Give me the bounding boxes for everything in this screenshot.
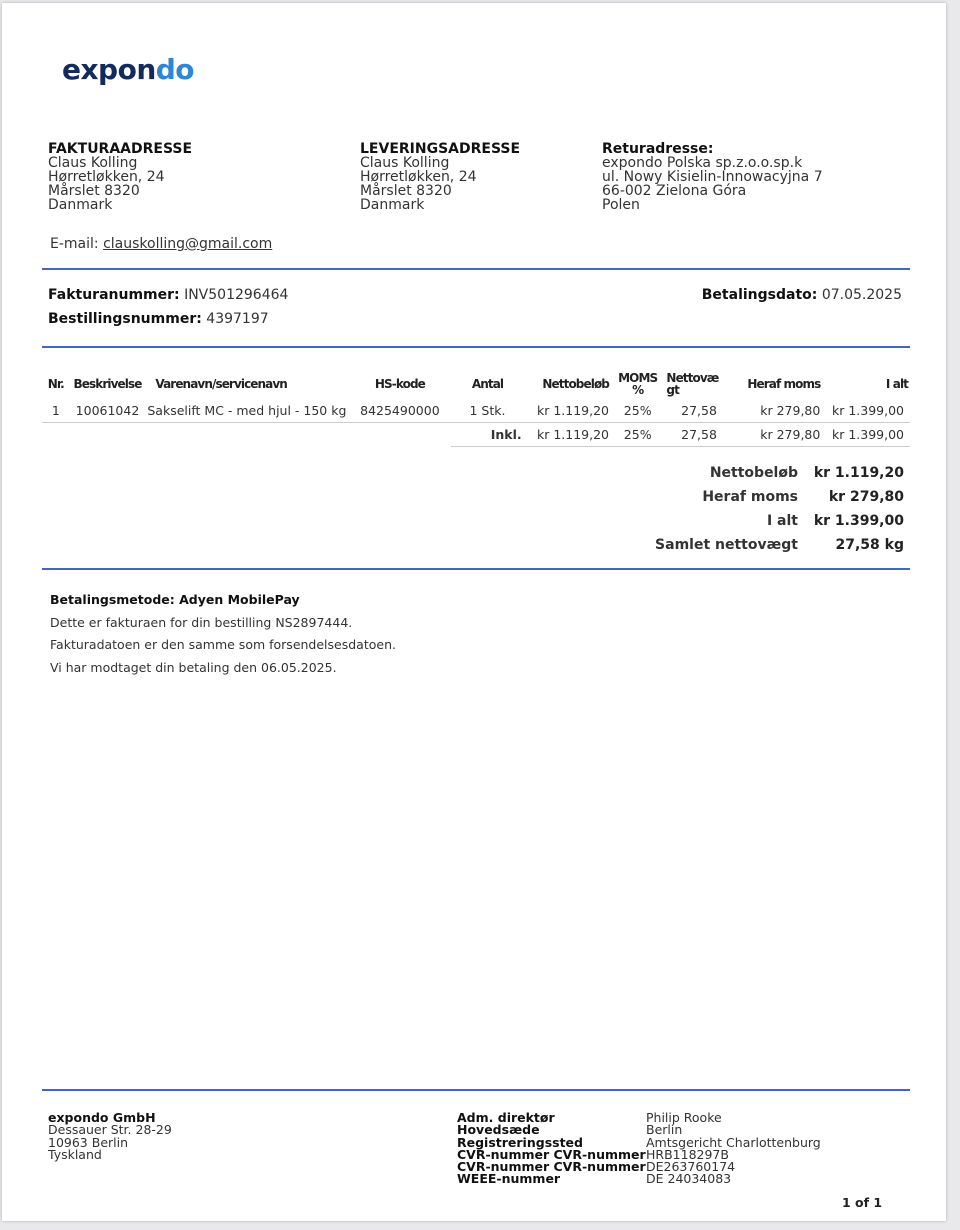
footer-value: DE263760174 bbox=[646, 1159, 736, 1175]
totals-row: Nettobeløb kr 1.119,20 bbox=[709, 465, 904, 481]
order-number: Bestillingsnummer: 4397197 bbox=[48, 311, 269, 327]
line-items-table bbox=[42, 369, 910, 447]
cell-product-name: Sakselift MC - med hjul - 150 kg bbox=[145, 399, 348, 423]
col-header: I alt bbox=[885, 377, 908, 391]
footer-labels bbox=[457, 1112, 646, 1186]
shipping-line: Hørretløkken, 24 bbox=[360, 169, 477, 185]
footer-value: Philip Rooke bbox=[646, 1110, 722, 1125]
info-line: Vi har modtaget din betaling den 06.05.2025. bbox=[50, 659, 337, 675]
email-label: E-mail: bbox=[50, 236, 99, 252]
footer-label: Registreringssted bbox=[457, 1134, 583, 1150]
billing-line: Danmark bbox=[48, 197, 113, 213]
divider bbox=[42, 346, 910, 348]
email-row bbox=[50, 236, 272, 252]
payment-date: Betalingsdato: 07.05.2025 bbox=[701, 287, 902, 303]
footer-value: Berlin bbox=[646, 1122, 683, 1138]
divider bbox=[42, 568, 910, 570]
shipping-address bbox=[360, 142, 520, 212]
col-header: Beskrivelse bbox=[73, 377, 142, 391]
col-header: MOMS % bbox=[618, 371, 658, 397]
shipping-line: Mårslet 8320 bbox=[360, 183, 452, 199]
cell-weight: 27,58 bbox=[664, 399, 733, 423]
billing-address bbox=[48, 142, 192, 212]
footer-value: DE 24034083 bbox=[646, 1171, 732, 1187]
footer-label: CVR-nummer CVR-nummer bbox=[457, 1159, 646, 1175]
inkl-net: kr 1.119,20 bbox=[524, 423, 611, 447]
billing-line: Claus Kolling bbox=[48, 155, 138, 171]
totals-row: I alt kr 1.399,00 bbox=[766, 513, 904, 529]
footer-company-name: expondo GmbH bbox=[48, 1110, 156, 1125]
footer-label: Hovedsæde bbox=[457, 1122, 540, 1138]
shipping-line: Danmark bbox=[360, 197, 425, 213]
col-header: Nettobeløb bbox=[542, 377, 609, 391]
divider bbox=[42, 268, 910, 270]
inkl-vat: kr 279,80 bbox=[734, 423, 823, 447]
cell-hs-code: 8425490000 bbox=[348, 399, 451, 423]
footer-label: Adm. direktør bbox=[457, 1110, 555, 1125]
payment-info bbox=[50, 589, 396, 679]
footer-value: HRB118297B bbox=[646, 1146, 729, 1162]
cell-net: kr 1.119,20 bbox=[524, 399, 611, 423]
return-line: ul. Nowy Kisielin-Innowacyjna 7 bbox=[602, 169, 823, 185]
inkl-row bbox=[42, 423, 910, 447]
totals-row: Heraf moms kr 279,80 bbox=[702, 489, 904, 505]
footer-value: Amtsgericht Charlottenburg bbox=[646, 1134, 821, 1150]
return-line: Polen bbox=[602, 197, 640, 213]
footer-address-line: 10963 Berlin bbox=[48, 1134, 129, 1150]
cell-vat: kr 279,80 bbox=[734, 399, 823, 423]
return-line: expondo Polska sp.z.o.o.sp.k bbox=[602, 155, 803, 171]
cell-total: kr 1.399,00 bbox=[822, 399, 910, 423]
inkl-weight: 27,58 bbox=[664, 423, 733, 447]
col-header: Nr. bbox=[47, 377, 64, 391]
info-line: Dette er fakturaen for din bestilling NS2897444. bbox=[50, 614, 353, 630]
shipping-line: Claus Kolling bbox=[360, 155, 450, 171]
page-number: 1 of 1 bbox=[842, 1195, 883, 1210]
payment-method: Betalingsmetode: Adyen MobilePay bbox=[50, 592, 300, 607]
cell-nr: 1 bbox=[42, 399, 70, 423]
billing-line: Hørretløkken, 24 bbox=[48, 169, 165, 185]
table-header bbox=[42, 369, 910, 399]
inkl-vat-pct: 25% bbox=[611, 423, 664, 447]
return-heading: Returadresse: bbox=[602, 141, 714, 157]
footer-label: WEEE-nummer bbox=[457, 1171, 561, 1187]
col-header: Varenavn/servicenavn bbox=[155, 377, 287, 391]
return-address bbox=[602, 142, 823, 212]
inkl-label: Inkl. bbox=[451, 423, 523, 447]
divider bbox=[42, 1089, 910, 1091]
footer-company bbox=[48, 1112, 172, 1161]
info-line: Fakturadatoen er den samme som forsendelsesdatoen. bbox=[50, 637, 396, 652]
col-header: Heraf moms bbox=[747, 377, 821, 391]
totals-row: Samlet nettovægt 27,58 kg bbox=[655, 537, 904, 553]
billing-heading: FAKTURAADRESSE bbox=[48, 141, 193, 157]
expondo-logo: expondo bbox=[62, 53, 195, 86]
totals-block bbox=[642, 461, 908, 557]
email-link[interactable]: clauskolling@gmail.com bbox=[103, 236, 273, 252]
col-header: Nettovæ gt bbox=[666, 371, 719, 397]
return-line: 66-002 Zielona Góra bbox=[602, 183, 747, 199]
inkl-total: kr 1.399,00 bbox=[822, 423, 910, 447]
footer-address-line: Tyskland bbox=[48, 1146, 102, 1162]
billing-line: Mårslet 8320 bbox=[48, 183, 140, 199]
footer-address-line: Dessauer Str. 28-29 bbox=[48, 1122, 172, 1138]
footer-label: CVR-nummer CVR-nummer bbox=[457, 1146, 646, 1162]
table-row bbox=[42, 399, 910, 423]
col-header: Antal bbox=[471, 377, 504, 391]
cell-quantity: 1 Stk. bbox=[451, 399, 523, 423]
invoice-page bbox=[2, 3, 946, 1221]
col-header: HS-kode bbox=[374, 377, 425, 391]
invoice-number: Fakturanummer: INV501296464 bbox=[48, 287, 289, 303]
shipping-heading: LEVERINGSADRESSE bbox=[360, 141, 521, 157]
cell-description: 10061042 bbox=[70, 399, 146, 423]
cell-vat-pct: 25% bbox=[611, 399, 664, 423]
footer-values bbox=[646, 1112, 821, 1186]
